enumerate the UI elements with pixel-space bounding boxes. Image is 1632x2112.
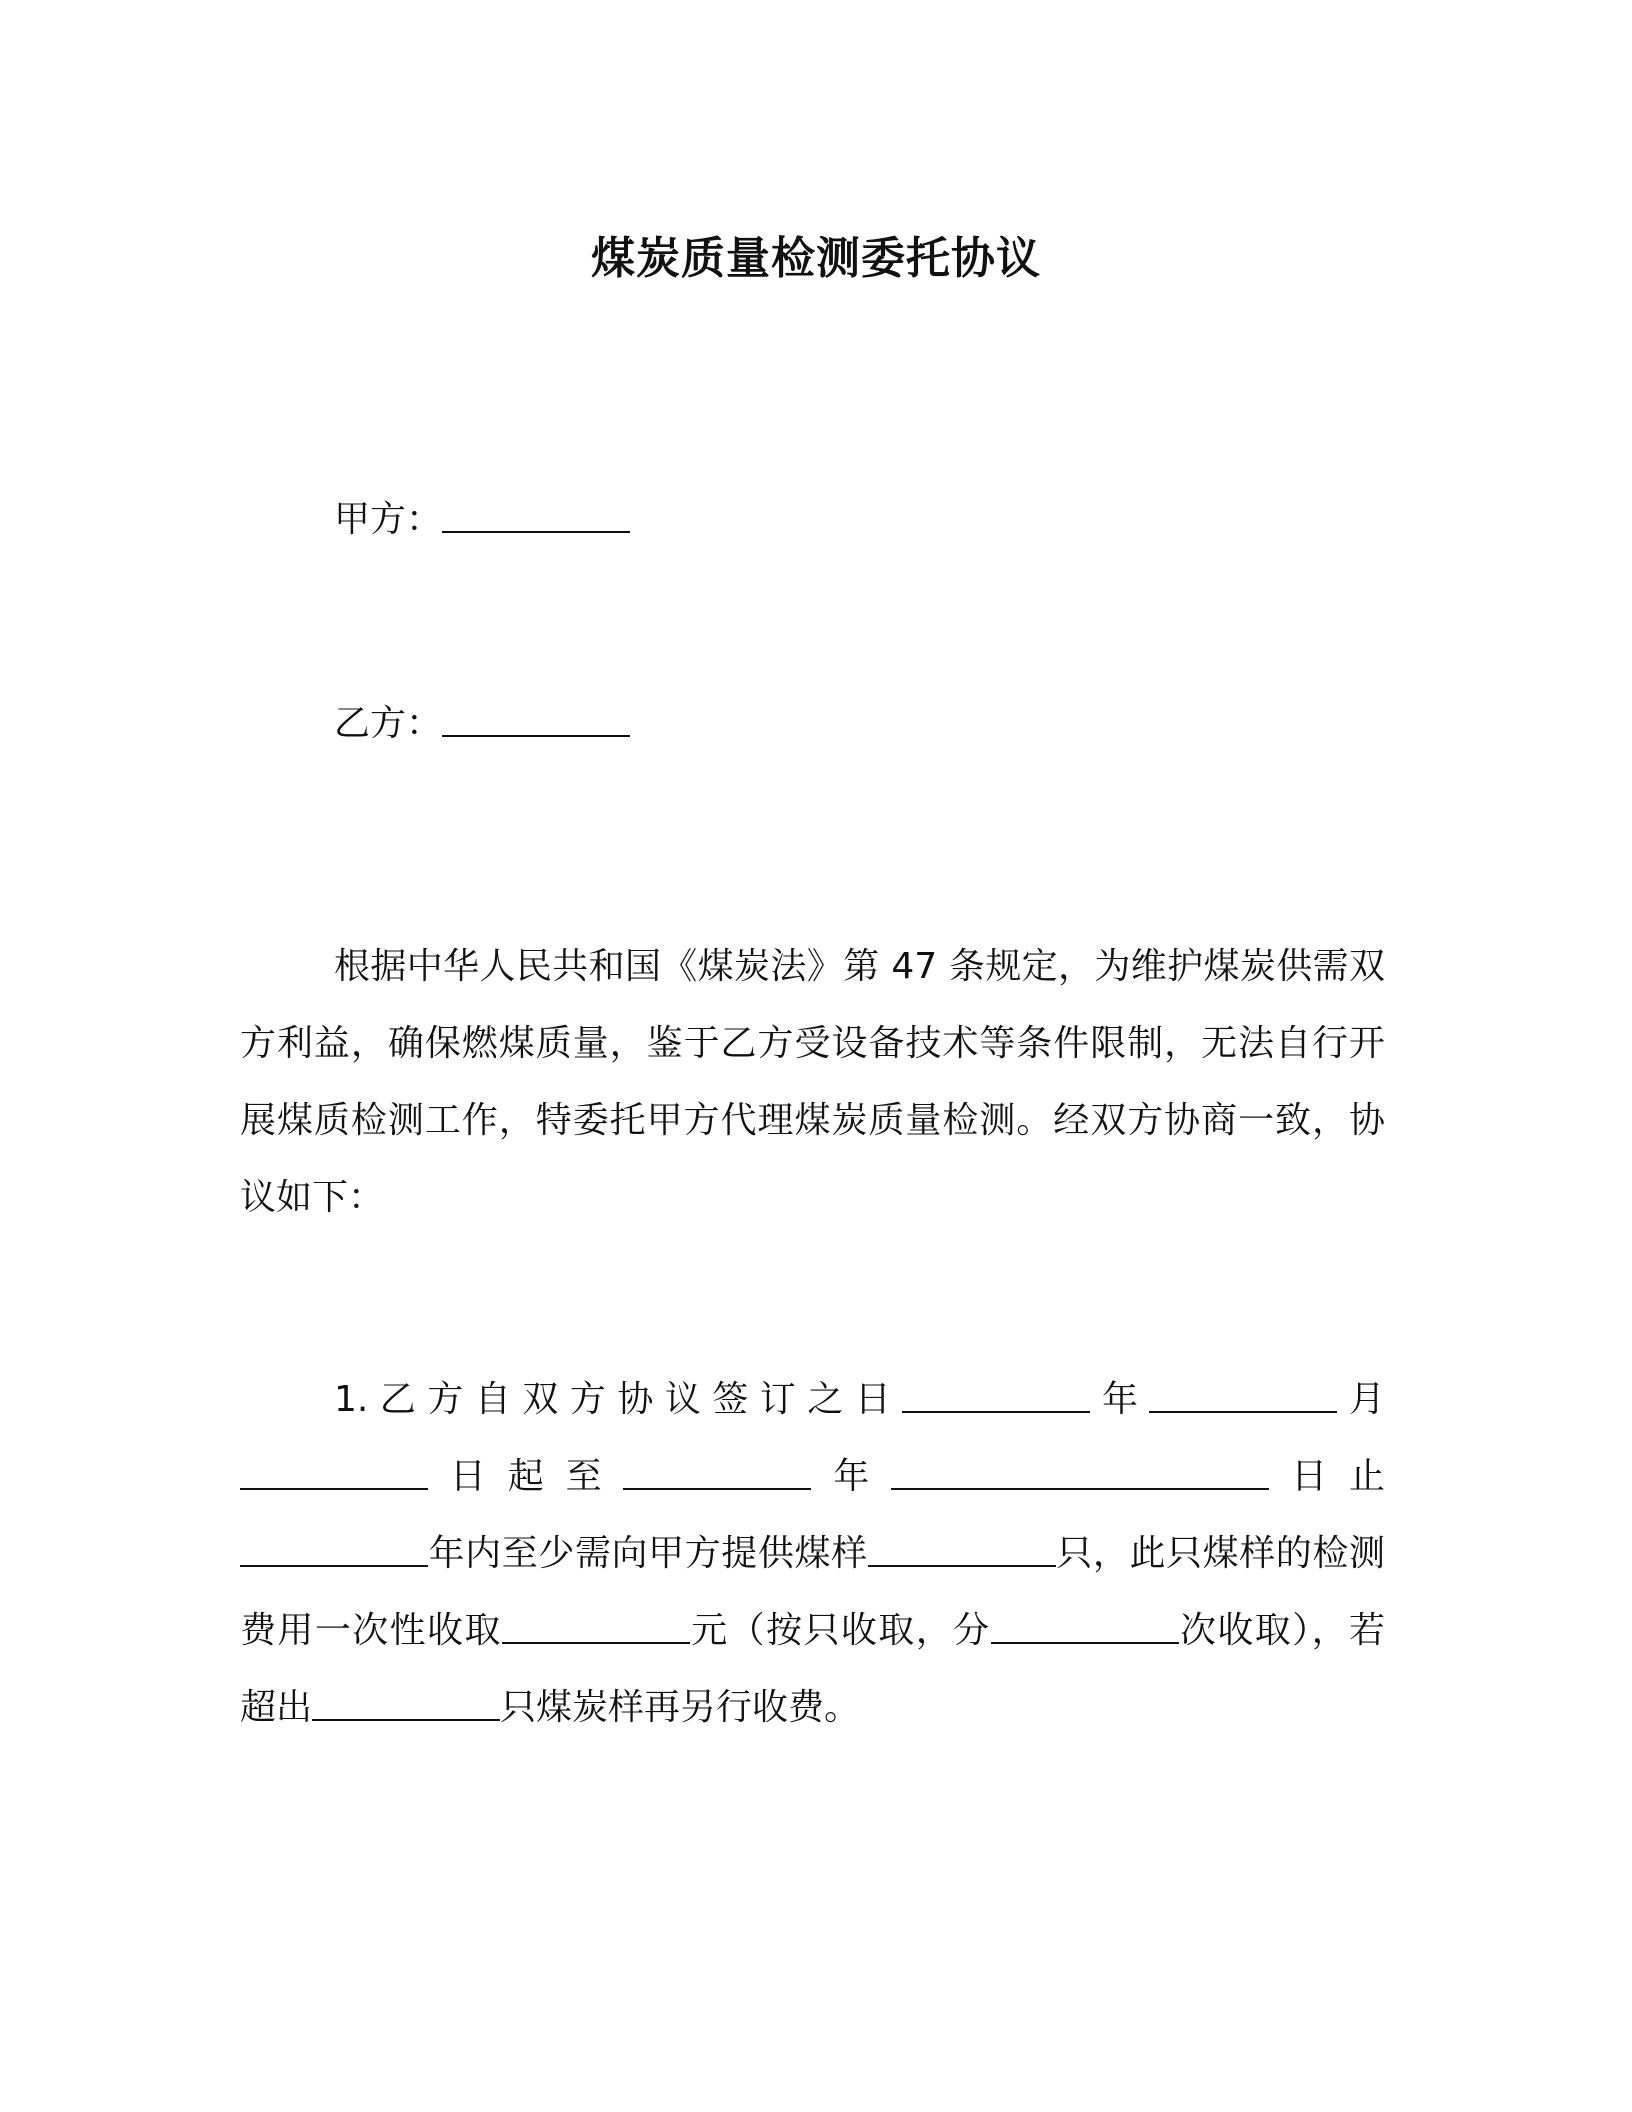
clause-1-paragraph <box>240 1361 1385 1746</box>
clause-1-text: 月 <box>1337 1379 1385 1420</box>
party-b-line <box>334 700 630 748</box>
party-b-label: 乙方： <box>334 703 443 744</box>
start-day-blank[interactable] <box>240 1456 428 1490</box>
clause-1-text: 年 <box>1090 1379 1150 1420</box>
party-a-label: 甲方： <box>334 499 443 540</box>
party-b-blank[interactable] <box>442 703 630 737</box>
period-years-blank[interactable] <box>240 1533 428 1567</box>
clause-1-text: 次收取），若超出 <box>240 1610 1385 1728</box>
clause-1-text: 元（按只收取，分 <box>689 1610 991 1651</box>
end-month-blank[interactable] <box>891 1456 1269 1490</box>
clause-1-text: 日起至 <box>428 1456 624 1497</box>
clause-1-text: 年内至少需向甲方提供煤样 <box>428 1533 868 1574</box>
clause-1-text: 年 <box>811 1456 892 1497</box>
start-year-blank[interactable] <box>902 1379 1090 1413</box>
clause-1-text: 1.乙方自双方协议签订之日 <box>334 1379 903 1420</box>
party-a-line <box>334 496 630 544</box>
clause-1-text: 日止 <box>1269 1456 1385 1497</box>
sample-count-blank[interactable] <box>868 1533 1056 1567</box>
start-month-blank[interactable] <box>1149 1379 1337 1413</box>
party-a-blank[interactable] <box>442 499 630 533</box>
clause-1-text: 只煤炭样再另行收费。 <box>500 1687 861 1728</box>
end-year-blank[interactable] <box>623 1456 811 1490</box>
preamble-paragraph: 根据中华人民共和国《煤炭法》第 47 条规定，为维护煤炭供需双方利益，确保燃煤质量，鉴于乙方受设备技术等条件限制，无法自行开展煤质检测工作，特委托甲方代理煤炭质量检测。经双方协商一致，协议如下： <box>240 946 1385 1218</box>
excess-samples-blank[interactable] <box>312 1687 500 1721</box>
fee-amount-blank[interactable] <box>502 1610 690 1644</box>
clause-1-text: 只，此只煤样的检测费用一次性收取 <box>240 1533 1385 1651</box>
document-title: 煤炭质量检测委托协议 <box>591 233 1041 284</box>
installments-blank[interactable] <box>991 1610 1179 1644</box>
